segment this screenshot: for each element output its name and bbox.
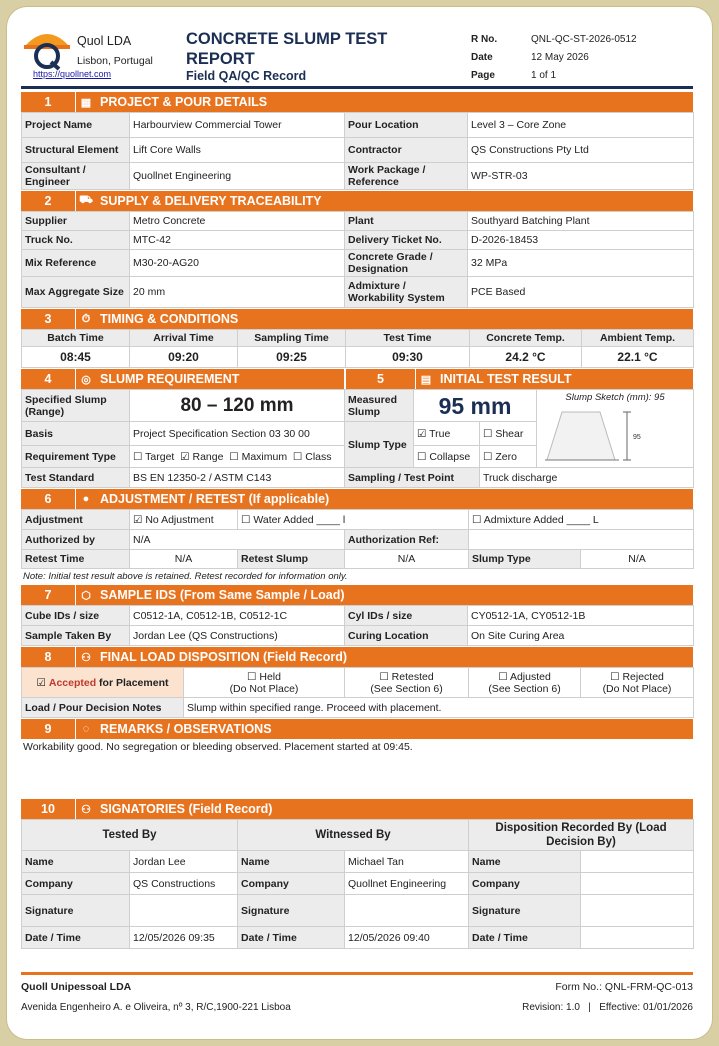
section-2-header: [21, 190, 693, 211]
disposition-retested[interactable]: [345, 668, 469, 698]
disposition-held[interactable]: [184, 668, 345, 698]
disposition-accepted[interactable]: [22, 668, 184, 698]
report-meta: [471, 34, 637, 88]
report-body: [21, 24, 693, 949]
slump-sketch-label: Slump Sketch (mm): 95: [565, 392, 665, 403]
sample-taken-label: Sample Taken By: [22, 626, 130, 646]
project-table: [21, 112, 694, 190]
tested-company-value: QS Constructions: [130, 873, 238, 895]
footer-address: Avenida Engenheiro A. e Oliveira, nº 3, R/C,1900-221 Lisboa: [21, 1002, 291, 1013]
auth-ref-label: Authorization Ref:: [345, 530, 469, 550]
held-option: ☐ Held: [247, 670, 281, 683]
structural-element-value: Lift Core Walls: [130, 138, 345, 163]
rejected-option: ☐ Rejected: [610, 670, 664, 683]
test-standard-label: Test Standard: [22, 468, 130, 488]
box-icon: ⬡: [81, 589, 91, 602]
plant-label: Plant: [345, 212, 468, 231]
slump-cone-diagram: [537, 404, 687, 464]
signatories-table: [21, 819, 694, 949]
footer-form-no: Form No.: QNL-FRM-QC-013: [555, 981, 693, 993]
disposition-table: [21, 667, 694, 718]
section-3-header: [21, 308, 693, 329]
retest-slump-value: N/A: [345, 550, 469, 569]
witness-datetime-label: Date / Time: [238, 927, 345, 949]
spec-slump-value: 80 – 120 mm: [130, 390, 345, 422]
held-note: (Do Not Place): [229, 682, 299, 695]
sample-ids-table: [21, 605, 694, 646]
footer-company: Quoll Unipessoal LDA: [21, 981, 132, 993]
requirement-type-options[interactable]: ☐ Target ☑ Range ☐ Maximum ☐ Class: [130, 446, 345, 468]
disposition-adjusted[interactable]: [469, 668, 581, 698]
clipboard-icon: ▤: [420, 373, 432, 386]
people-icon: ⚇: [81, 803, 91, 816]
grade-label: Concrete Grade / Designation: [345, 250, 468, 277]
cyl-ids-value: CY0512-1A, CY0512-1B: [468, 606, 694, 626]
adjusted-option: ☐ Adjusted: [498, 670, 551, 683]
disposition-rejected[interactable]: [581, 668, 694, 698]
company-url[interactable]: https://quollnet.com: [33, 69, 112, 79]
agg-size-value: 20 mm: [130, 277, 345, 308]
tested-by-head: Tested By: [22, 820, 238, 851]
witness-signature-field[interactable]: [345, 895, 469, 927]
mix-ref-label: Mix Reference: [22, 250, 130, 277]
section-title: SIGNATORIES (Field Record): [100, 802, 273, 816]
test-standard-value: BS EN 12350-2 / ASTM C143: [130, 468, 345, 488]
retested-note: (See Section 6): [370, 682, 443, 695]
section-1-header: [21, 91, 693, 112]
admixture-label: Admixture / Workability System: [345, 277, 468, 308]
retest-slump-label: Retest Slump: [238, 550, 345, 569]
section-number: 4: [21, 369, 76, 389]
timing-table: [21, 329, 694, 368]
sketch-dimension: 95: [633, 434, 641, 441]
section-number: 10: [21, 799, 76, 819]
adj-no-adjustment[interactable]: ☑ No Adjustment: [130, 510, 238, 530]
section-title: REMARKS / OBSERVATIONS: [100, 722, 272, 736]
section-5-header: [346, 368, 693, 389]
section-number: 1: [21, 92, 76, 112]
remarks-text: Workability good. No segregation or bleeding observed. Placement started at 09:45.: [23, 741, 413, 753]
supplier-value: Metro Concrete: [130, 212, 345, 231]
footer-divider: [21, 972, 693, 975]
arrival-time-value: 09:20: [130, 347, 238, 368]
ambient-temp-value: 22.1 °C: [582, 347, 694, 368]
project-name-value: Harbourview Commercial Tower: [130, 113, 345, 138]
tested-name-value: Jordan Lee: [130, 851, 238, 873]
tested-company-label: Company: [22, 873, 130, 895]
tested-datetime-value: 12/05/2026 09:35: [130, 927, 238, 949]
spec-slump-label: Specified Slump (Range): [22, 390, 130, 422]
batch-time-value: 08:45: [22, 347, 130, 368]
cube-ids-value: C0512-1A, C0512-1B, C0512-1C: [130, 606, 345, 626]
disposition-by-head: Disposition Recorded By (Load Decision By): [469, 820, 694, 851]
batch-time-head: Batch Time: [22, 330, 130, 347]
retest-type-value: N/A: [581, 550, 694, 569]
retest-time-value: N/A: [130, 550, 238, 569]
target-icon: ◎: [81, 373, 91, 386]
drop-icon: ●: [82, 493, 90, 505]
pour-location-value: Level 3 – Core Zone: [468, 113, 694, 138]
witness-name-label: Name: [238, 851, 345, 873]
supplier-label: Supplier: [22, 212, 130, 231]
curing-location-value: On Site Curing Area: [468, 626, 694, 646]
disp-company-value[interactable]: [581, 873, 694, 895]
tested-signature-label: Signature: [22, 895, 130, 927]
section-4-5-header: [21, 368, 693, 389]
accepted-text: Accepted: [48, 676, 97, 689]
r-no-label: R No.: [471, 34, 498, 45]
report-subtitle: Field QA/QC Record: [186, 69, 307, 83]
section-number: 9: [21, 719, 76, 739]
sampling-point-label: Sampling / Test Point: [345, 468, 480, 488]
truck-no-value: MTC-42: [130, 231, 345, 250]
sampling-point-value: Truck discharge: [480, 468, 694, 488]
people-icon: ⚇: [81, 651, 91, 664]
auth-ref-value: [469, 530, 694, 550]
section-title: SAMPLE IDS (From Same Sample / Load): [100, 588, 345, 602]
section-8-header: [21, 646, 693, 667]
witnessed-by-head: Witnessed By: [238, 820, 469, 851]
date-label: Date: [471, 52, 493, 63]
section-number: 7: [21, 585, 76, 605]
measured-slump-label: Measured Slump: [345, 390, 414, 422]
slump-type-shear[interactable]: ☐ Shear: [480, 422, 537, 446]
section-title: FINAL LOAD DISPOSITION (Field Record): [100, 650, 348, 664]
witness-name-value: Michael Tan: [345, 851, 469, 873]
retest-note: Note: Initial test result above is retained. Retest recorded for information only.: [23, 571, 348, 582]
slump-table: [21, 389, 694, 488]
adj-admixture-added[interactable]: ☐ Admixture Added ____ L: [469, 510, 694, 530]
section-number: 5: [346, 369, 416, 389]
mix-ref-value: M30-20-AG20: [130, 250, 345, 277]
slump-type-collapse[interactable]: ☐ Collapse: [414, 446, 480, 468]
disp-datetime-label: Date / Time: [469, 927, 581, 949]
report-title: CONCRETE SLUMP TEST REPORT: [186, 30, 388, 68]
tested-signature-field[interactable]: [130, 895, 238, 927]
company-logo-icon: [21, 24, 73, 70]
supply-table: [21, 211, 694, 308]
page-value: 1 of 1: [531, 70, 557, 81]
contractor-value: QS Constructions Pty Ltd: [468, 138, 694, 163]
decision-notes-label: Load / Pour Decision Notes: [22, 698, 184, 718]
arrival-time-head: Arrival Time: [130, 330, 238, 347]
witness-datetime-value: 12/05/2026 09:40: [345, 927, 469, 949]
date-value: 12 May 2026: [531, 52, 589, 63]
plant-value: Southyard Batching Plant: [468, 212, 694, 231]
speech-bubble-icon: ◌: [82, 723, 90, 735]
page-label: Page: [471, 70, 495, 81]
work-package-label: Work Package / Reference: [345, 163, 468, 190]
contractor-label: Contractor: [345, 138, 468, 163]
decision-notes-value: Slump within specified range. Proceed with placement.: [184, 698, 694, 718]
company-city: Lisbon, Portugal: [77, 55, 153, 67]
section-6-header: [21, 488, 693, 509]
pour-location-label: Pour Location: [345, 113, 468, 138]
admixture-value: PCE Based: [468, 277, 694, 308]
company-name: Quol LDA: [77, 34, 132, 48]
concrete-temp-value: 24.2 °C: [470, 347, 582, 368]
project-name-label: Project Name: [22, 113, 130, 138]
work-package-value: WP-STR-03: [468, 163, 694, 190]
accepted-placement: for Placement: [96, 676, 169, 689]
slump-type-zero[interactable]: ☐ Zero: [480, 446, 537, 468]
retested-option: ☐ Retested: [379, 670, 434, 683]
measured-slump-value: 95 mm: [414, 390, 537, 422]
basis-value: Project Specification Section 03 30 00: [130, 422, 345, 446]
adj-water-added[interactable]: ☐ Water Added ____ l: [238, 510, 469, 530]
sampling-time-head: Sampling Time: [238, 330, 346, 347]
section-title: TIMING & CONDITIONS: [100, 312, 239, 326]
retest-time-label: Retest Time: [22, 550, 130, 569]
disp-signature-field[interactable]: [581, 895, 694, 927]
rejected-note: (Do Not Place): [602, 682, 672, 695]
requirement-type-label: Requirement Type: [22, 446, 130, 468]
structural-element-label: Structural Element: [22, 138, 130, 163]
section-title: ADJUSTMENT / RETEST (If applicable): [100, 492, 330, 506]
disp-company-label: Company: [469, 873, 581, 895]
cyl-ids-label: Cyl IDs / size: [345, 606, 468, 626]
ambient-temp-head: Ambient Temp.: [582, 330, 694, 347]
tested-name-label: Name: [22, 851, 130, 873]
section-10-header: [21, 798, 693, 819]
section-number: 2: [21, 191, 76, 211]
section-7-header: [21, 584, 693, 605]
report-header: [21, 24, 693, 88]
grade-value: 32 MPa: [468, 250, 694, 277]
page-footer: [21, 972, 693, 1013]
authorized-by-value: N/A: [130, 530, 345, 550]
section-4-header: [21, 368, 346, 389]
authorized-by-label: Authorized by: [22, 530, 130, 550]
section-9-header: [21, 718, 693, 739]
footer-revision: Revision: 1.0 | Effective: 01/01/2026: [522, 1002, 693, 1013]
section-title: PROJECT & POUR DETAILS: [100, 95, 268, 109]
witness-signature-label: Signature: [238, 895, 345, 927]
agg-size-label: Max Aggregate Size: [22, 277, 130, 308]
witness-company-label: Company: [238, 873, 345, 895]
ticket-no-label: Delivery Ticket No.: [345, 231, 468, 250]
ticket-no-value: D-2026-18453: [468, 231, 694, 250]
section-number: 6: [21, 489, 76, 509]
header-divider: [21, 86, 693, 89]
section-title: SUPPLY & DELIVERY TRACEABILITY: [100, 194, 322, 208]
retest-type-label: Slump Type: [469, 550, 581, 569]
curing-location-label: Curing Location: [345, 626, 468, 646]
accepted-checkbox: ☑: [36, 676, 49, 689]
adjusted-note: (See Section 6): [488, 682, 561, 695]
basis-label: Basis: [22, 422, 130, 446]
section-number: 3: [21, 309, 76, 329]
test-time-head: Test Time: [346, 330, 470, 347]
section-title: SLUMP REQUIREMENT: [100, 372, 240, 386]
truck-icon: ⛟: [79, 194, 93, 206]
test-time-value: 09:30: [346, 347, 470, 368]
consultant-label: Consultant / Engineer: [22, 163, 130, 190]
cube-ids-label: Cube IDs / size: [22, 606, 130, 626]
adjustment-table: [21, 509, 694, 569]
truck-no-label: Truck No.: [22, 231, 130, 250]
tested-datetime-label: Date / Time: [22, 927, 130, 949]
consultant-value: Quollnet Engineering: [130, 163, 345, 190]
r-no-value: QNL-QC-ST-2026-0512: [531, 34, 637, 45]
section-title: INITIAL TEST RESULT: [440, 372, 572, 386]
disp-name-value[interactable]: [581, 851, 694, 873]
sample-taken-value: Jordan Lee (QS Constructions): [130, 626, 345, 646]
stopwatch-icon: ⏱: [81, 312, 91, 325]
disp-name-label: Name: [469, 851, 581, 873]
concrete-temp-head: Concrete Temp.: [470, 330, 582, 347]
disp-signature-label: Signature: [469, 895, 581, 927]
disp-datetime-value[interactable]: [581, 927, 694, 949]
building-icon: ▦: [80, 96, 92, 109]
adjustment-label: Adjustment: [22, 510, 130, 530]
sampling-time-value: 09:25: [238, 347, 346, 368]
section-number: 8: [21, 647, 76, 667]
slump-type-label: Slump Type: [345, 422, 414, 468]
slump-type-true[interactable]: ☑ True: [414, 422, 480, 446]
slump-sketch: [537, 390, 694, 468]
witness-company-value: Quollnet Engineering: [345, 873, 469, 895]
